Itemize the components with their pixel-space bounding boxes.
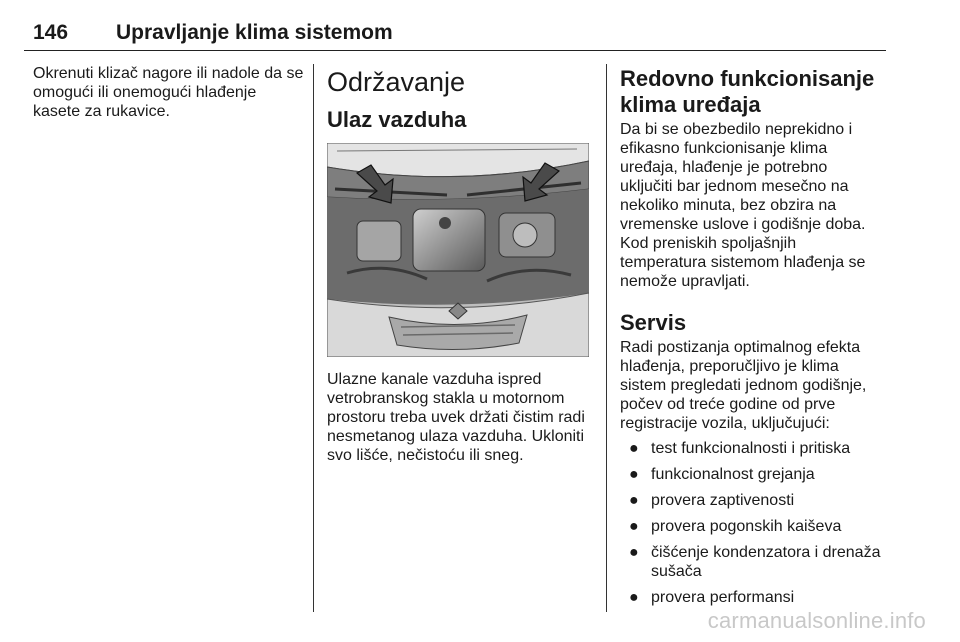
section-heading-regular-operation: Redovno funkcionisanje klima uređaja bbox=[620, 66, 875, 117]
list-item bbox=[620, 465, 895, 484]
bullet-icon: ● bbox=[629, 466, 639, 483]
chapter-title: Upravljanje klima sistemom bbox=[116, 21, 393, 44]
list-item-text: čišćenje kondenzatora i drenaža sušača bbox=[651, 544, 881, 580]
bullet-icon: ● bbox=[629, 492, 639, 509]
regular-operation-text: Da bi se obezbedilo neprekidno i efikasno funkcionisanje klima uređaja, hlađenje je potrebno uključiti bar jednom mesečno na nekoliko minuta, bez obzira na vremenske uslove i godišnje doba. Kod preniskih spoljašnjih temperatura sistemom hlađenja se nemože upravljati. bbox=[620, 121, 866, 290]
subheading-air-intake: Ulaz vazduha bbox=[327, 107, 467, 132]
section-heading-service: Servis bbox=[620, 310, 687, 335]
list-item-text: provera pogonskih kaiševa bbox=[651, 518, 842, 535]
section-heading-maintenance: Održavanje bbox=[327, 67, 466, 97]
list-item-text: test funkcionalnosti i pritiska bbox=[651, 440, 851, 457]
list-item-text: funkcionalnost grejanja bbox=[651, 466, 815, 483]
page-header bbox=[24, 14, 886, 51]
bullet-icon: ● bbox=[629, 589, 639, 606]
bullet-icon: ● bbox=[629, 518, 639, 535]
list-item-text: provera zaptivenosti bbox=[651, 492, 795, 509]
air-intake-text: Ulazne kanale vazduha ispred vetrobranskog stakla u motornom prostoru treba uvek držati čistim radi nesmetanog ulaza vazduha. Ukloniti svo lišće, nečistoću ili sneg. bbox=[327, 371, 585, 464]
list-item-text: provera performansi bbox=[651, 589, 795, 606]
service-text: Radi postizanja optimalnog efekta hlađenja, preporučljivo je klima sistem pregledati jednom godišnje, počev od treće godine od prve registracije vozila, uključujući: bbox=[620, 339, 867, 432]
column-divider bbox=[606, 64, 607, 612]
service-checklist bbox=[620, 439, 895, 607]
column-divider bbox=[313, 64, 314, 612]
list-item bbox=[620, 543, 895, 581]
list-item bbox=[620, 439, 895, 458]
car-engine-bay-illustration bbox=[327, 143, 589, 357]
glovebox-cooling-text: Okrenuti klizač nagore ili nadole da se omogući ili onemogući hlađenje kasete za rukavice. bbox=[33, 65, 304, 120]
watermark: carmanualsonline.info bbox=[707, 608, 926, 633]
column-right bbox=[620, 66, 895, 614]
column-left bbox=[33, 64, 305, 121]
list-item bbox=[620, 491, 895, 510]
page-number: 146 bbox=[33, 21, 69, 44]
bullet-icon: ● bbox=[629, 544, 639, 561]
list-item bbox=[620, 588, 895, 607]
column-middle bbox=[327, 66, 599, 465]
bullet-icon: ● bbox=[629, 440, 639, 457]
list-item bbox=[620, 517, 895, 536]
